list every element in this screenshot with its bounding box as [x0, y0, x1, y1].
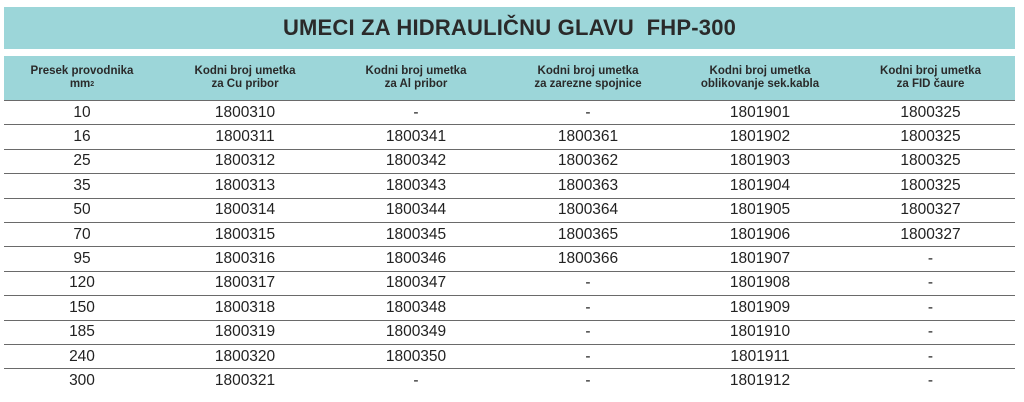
- cell-al-code: -: [413, 371, 419, 389]
- cell-sector-code: 1801903: [674, 149, 846, 173]
- cell-cross-section: 50: [4, 198, 160, 222]
- cell-fid-code: 1800325: [846, 125, 1015, 149]
- cell-cross-section: 150: [4, 296, 160, 320]
- header-line1: Kodni broj umetka: [880, 65, 981, 77]
- cell-cu-code: 1800312: [160, 149, 330, 173]
- cell-sector-code: 1801907: [674, 247, 846, 271]
- cell-cross-section: 95: [4, 247, 160, 271]
- cell-fid-code: 1800327: [846, 198, 1015, 222]
- header-fid: [846, 56, 1015, 101]
- header-al: [330, 56, 502, 101]
- cell-cu-code: 1800310: [160, 101, 330, 125]
- cell-cross-section: 25: [4, 149, 160, 173]
- cell-cross-section: 240: [4, 344, 160, 368]
- header-line2: za Al pribor: [384, 78, 448, 90]
- cell-notch-code: 1800366: [502, 247, 674, 271]
- cell-sector-code: 1801905: [674, 198, 846, 222]
- cell-al-code: 1800344: [330, 198, 502, 222]
- cell-sector-code: 1801901: [674, 101, 846, 125]
- table-row: [4, 320, 1015, 344]
- cell-al-code: -: [330, 101, 502, 125]
- cell-notch-code: -: [585, 371, 591, 389]
- cell-cross-section: 35: [4, 174, 160, 198]
- cell-sector-code: 1801909: [674, 296, 846, 320]
- cell-al-code: 1800346: [330, 247, 502, 271]
- cell-fid-code: -: [846, 296, 1015, 320]
- table-row: [4, 101, 1015, 125]
- table-body: [4, 101, 1015, 393]
- cell-al-code: 1800349: [330, 320, 502, 344]
- cell-sector-code: 1801912: [729, 371, 791, 389]
- cell-fid-code: -: [927, 371, 934, 389]
- header-line2: [6, 78, 158, 91]
- cell-cu-code: 1800321: [214, 371, 276, 389]
- page-title: UMECI ZA HIDRAULIČNU GLAVU FHP-300: [4, 7, 1015, 49]
- cell-cu-code: 1800317: [160, 271, 330, 295]
- cell-sector-code: 1801906: [674, 222, 846, 246]
- table-row: [4, 149, 1015, 173]
- header-line1: Kodni broj umetka: [365, 65, 467, 77]
- cell-cu-code: 1800319: [160, 320, 330, 344]
- cell-cu-code: 1800320: [160, 344, 330, 368]
- table-row: [4, 296, 1015, 320]
- cell-fid-code: -: [846, 271, 1015, 295]
- cell-cross-section: 16: [4, 125, 160, 149]
- cell-fid-code: -: [846, 247, 1015, 271]
- table-row: [4, 174, 1015, 198]
- cell-cu-code: 1800315: [160, 222, 330, 246]
- header-line2: za Cu pribor: [211, 78, 279, 90]
- cell-cu-code: 1800313: [160, 174, 330, 198]
- cell-cu-code: 1800314: [160, 198, 330, 222]
- cell-notch-code: -: [502, 320, 674, 344]
- cell-fid-code: 1800325: [846, 101, 1015, 125]
- table-row: [4, 247, 1015, 271]
- cell-sector-code: 1801904: [674, 174, 846, 198]
- cell-notch-code: 1800365: [502, 222, 674, 246]
- header-cross-section: [4, 56, 160, 101]
- cell-cu-code: 1800318: [160, 296, 330, 320]
- cell-notch-code: 1800364: [502, 198, 674, 222]
- table-row: [4, 369, 1015, 393]
- table-row: [4, 198, 1015, 222]
- cell-al-code: 1800342: [330, 149, 502, 173]
- cell-al-code: 1800341: [330, 125, 502, 149]
- header-line1: Kodni broj umetka: [194, 65, 296, 77]
- cell-fid-code: 1800327: [846, 222, 1015, 246]
- cell-al-code: 1800348: [330, 296, 502, 320]
- cell-notch-code: -: [502, 296, 674, 320]
- cell-notch-code: -: [502, 101, 674, 125]
- header-unit: mm: [69, 78, 91, 90]
- cell-notch-code: -: [502, 271, 674, 295]
- cell-notch-code: 1800362: [502, 149, 674, 173]
- cell-fid-code: 1800325: [846, 174, 1015, 198]
- cell-cross-section: 70: [4, 222, 160, 246]
- table-row: [4, 271, 1015, 295]
- cell-al-code: 1800350: [330, 344, 502, 368]
- cell-al-code: 1800345: [330, 222, 502, 246]
- table-row: [4, 125, 1015, 149]
- table-header-row: [4, 56, 1015, 101]
- cell-fid-code: -: [846, 344, 1015, 368]
- cell-cu-code: 1800311: [160, 125, 330, 149]
- header-line2: oblikovanje sek.kabla: [700, 78, 820, 90]
- header-line1: Presek provodnika: [30, 65, 134, 77]
- header-unit-superscript: 2: [90, 81, 95, 88]
- cell-cross-section: 10: [4, 101, 160, 125]
- cell-notch-code: 1800361: [502, 125, 674, 149]
- insert-code-table: [4, 56, 1015, 393]
- header-line1: Kodni broj umetka: [537, 65, 639, 77]
- cell-notch-code: 1800363: [502, 174, 674, 198]
- header-cu: [160, 56, 330, 101]
- cell-sector-code: 1801911: [674, 344, 846, 368]
- cell-sector-code: 1801902: [674, 125, 846, 149]
- table-row: [4, 344, 1015, 368]
- cell-notch-code: -: [502, 344, 674, 368]
- cell-al-code: 1800347: [330, 271, 502, 295]
- header-notch: [502, 56, 674, 101]
- cell-cross-section: 185: [4, 320, 160, 344]
- table-row: [4, 222, 1015, 246]
- cell-fid-code: -: [846, 320, 1015, 344]
- cell-sector-code: 1801910: [674, 320, 846, 344]
- cell-cross-section: 120: [4, 271, 160, 295]
- cell-fid-code: 1800325: [846, 149, 1015, 173]
- header-line1: Kodni broj umetka: [709, 65, 811, 77]
- cell-al-code: 1800343: [330, 174, 502, 198]
- cell-sector-code: 1801908: [674, 271, 846, 295]
- header-line2: za zarezne spojnice: [534, 78, 642, 90]
- header-sector-cable: [674, 56, 846, 101]
- header-line2: za FID čaure: [896, 78, 965, 90]
- cell-cu-code: 1800316: [160, 247, 330, 271]
- cell-cross-section: 300: [69, 371, 95, 389]
